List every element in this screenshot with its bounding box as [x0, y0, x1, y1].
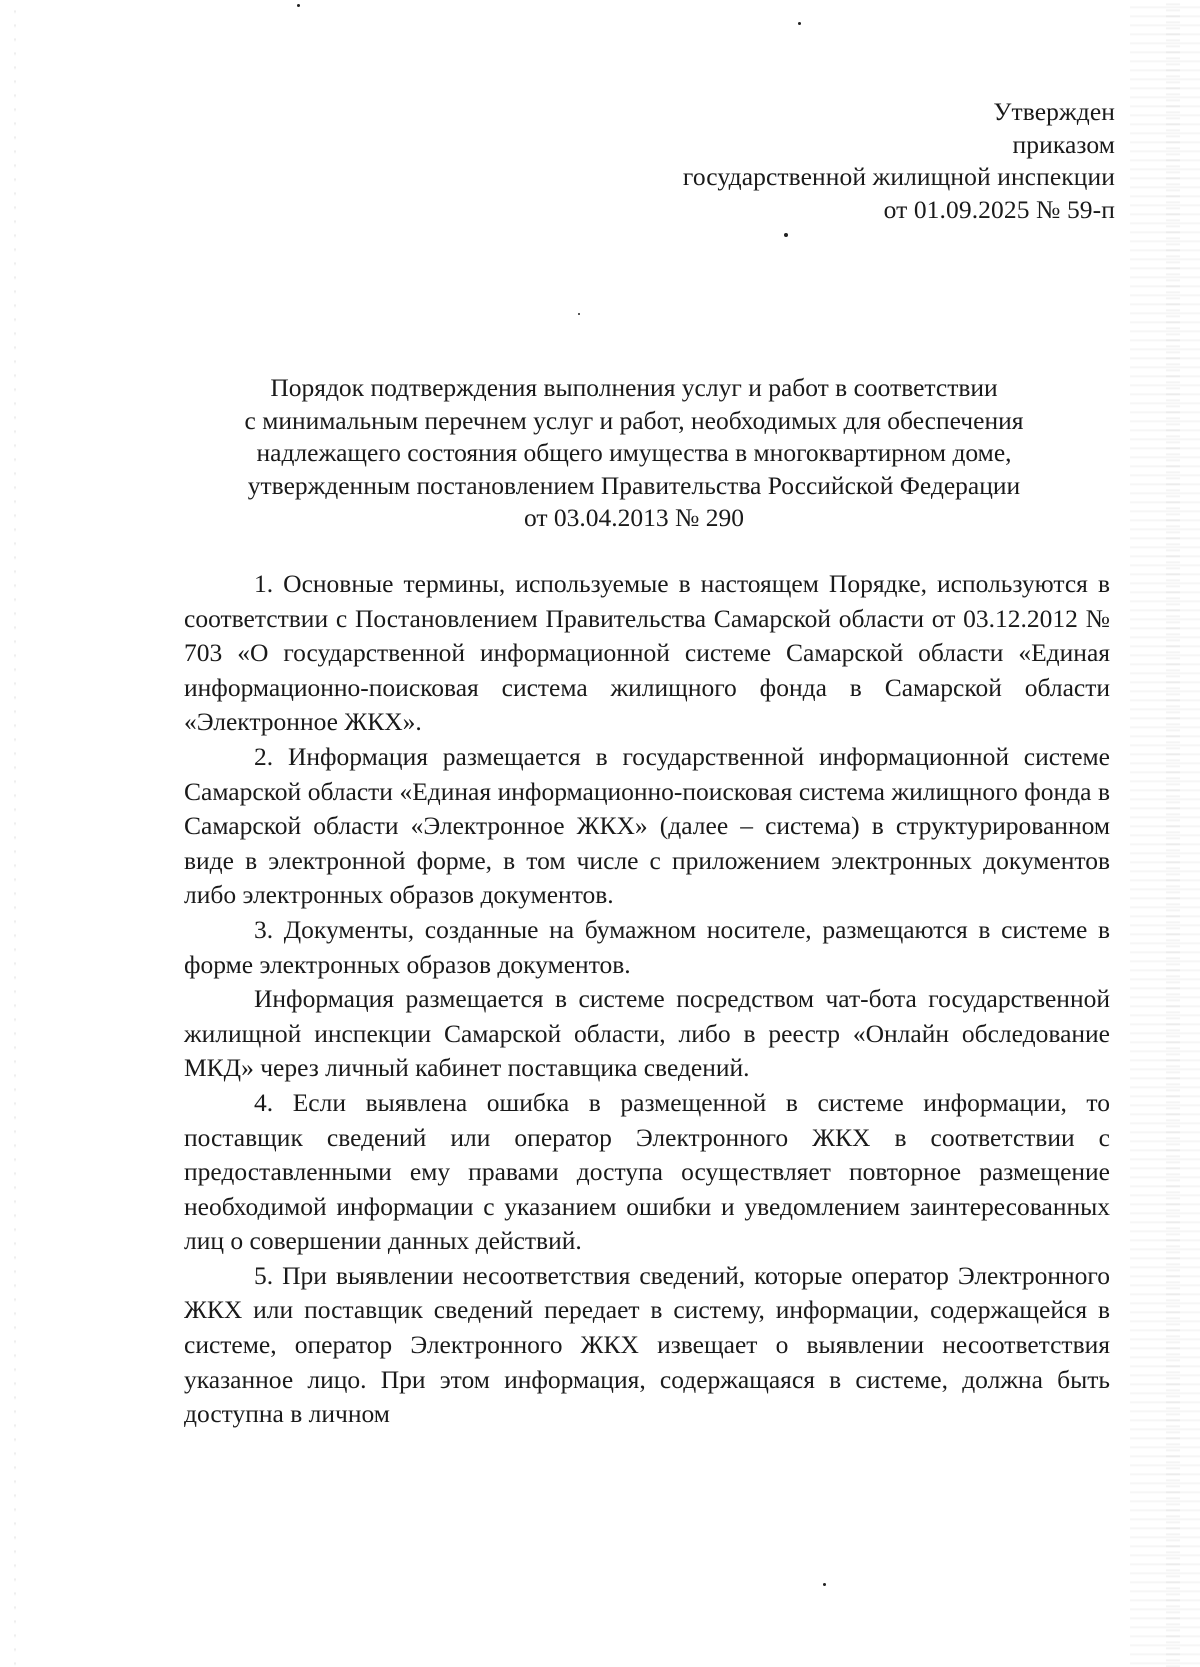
- scan-speck: [823, 1583, 826, 1586]
- scan-speck: [798, 22, 801, 25]
- approval-line-approved: Утвержден: [993, 97, 1115, 126]
- document-title: [185, 372, 1083, 535]
- paragraph-5: 5. При выявлении несоответствия сведений, которые оператор Электронного ЖКХ или поставщик сведений передает в систему, информации, содержащейся в системе, оператор Электронного ЖКХ извещает о выявлении несоответствия указанное лицо. При этом информация, содержащаяся в системе, должна быть доступна в личном: [184, 1260, 1110, 1429]
- title-line: утвержденным постановлением Правительства Российской Федерации: [247, 470, 1021, 500]
- title-line: от 03.04.2013 № 290: [523, 503, 744, 532]
- scan-artifact-right-inner: [1166, 0, 1180, 1667]
- paragraph-4: 4. Если выявлена ошибка в размещенной в системе информации, то поставщик сведений или оператор Электронного ЖКХ в соответствии с предоставленными ему правами доступа осуществляет повторное размещение необходимой информации с указанием ошибки и уведомлением заинтересованных лиц о совершении данных действий.: [184, 1087, 1110, 1256]
- paragraph-3: 3. Документы, созданные на бумажном носителе, размещаются в системе в форме электронных образов документов.: [184, 914, 1110, 979]
- title-line: Порядок подтверждения выполнения услуг и работ в соответствии: [270, 373, 998, 402]
- approval-line-order: приказом: [1012, 129, 1115, 159]
- paragraph-3-continued: Информация размещается в системе посредством чат-бота государственной жилищной инспекции Самарской области, либо в реестр «Онлайн обследование МКД» через личный кабинет поставщика сведений.: [184, 984, 1110, 1083]
- scan-speck: [784, 233, 788, 237]
- scan-artifact-right: [1130, 0, 1200, 1667]
- document-body: [184, 567, 1110, 1432]
- title-line: надлежащего состояния общего имущества в многоквартирном доме,: [256, 438, 1012, 467]
- approval-stamp-block: [683, 96, 1115, 226]
- approval-line-date-number: от 01.09.2025 № 59-п: [883, 194, 1115, 224]
- approval-line-authority: государственной жилищной инспекции: [682, 162, 1115, 191]
- scan-speck: [297, 4, 300, 7]
- scan-artifact-left: [14, 0, 16, 1667]
- paragraph-2: 2. Информация размещается в государственной информационной системе Самарской области «Единая информационно-поисковая система жилищного фонда в Самарской области «Электронное ЖКХ» (далее – система) в структурированном виде в электронной форме, в том числе с приложением электронных документов либо электронных образов документов.: [184, 741, 1110, 910]
- scan-speck: [578, 313, 580, 315]
- paragraph-1: 1. Основные термины, используемые в настоящем Порядке, используются в соответствии с Постановлением Правительства Самарской области от 03.12.2012 № 703 «О государственной информационной системе Самарской области «Единая информационно-поисковая система жилищного фонда в Самарской области «Электронное ЖКХ».: [184, 569, 1110, 737]
- title-line: с минимальным перечнем услуг и работ, необходимых для обеспечения: [244, 405, 1024, 435]
